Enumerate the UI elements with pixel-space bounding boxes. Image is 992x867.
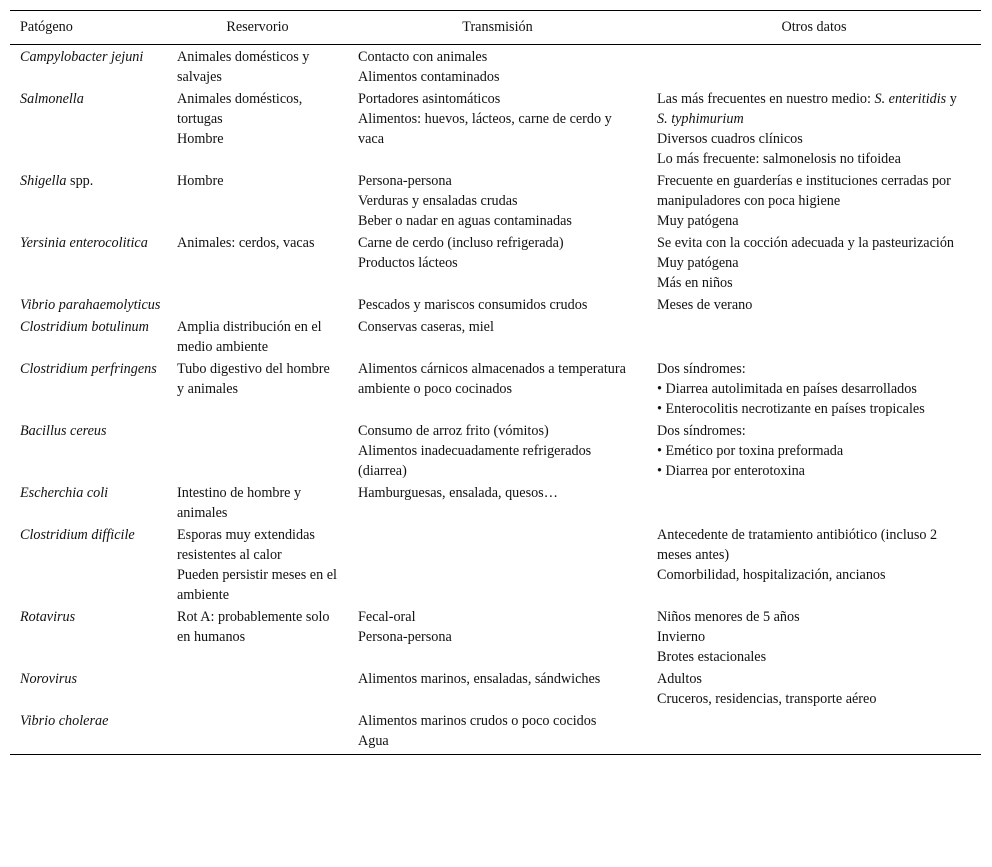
cell-reservoir — [167, 232, 348, 294]
pathogen-name: Rotavirus — [20, 609, 76, 625]
cell-transmission — [348, 88, 647, 170]
header-pathogen: Patógeno — [10, 11, 167, 45]
cell-reservoir — [167, 88, 348, 170]
table-row — [10, 482, 981, 524]
pathogen-name: Vibrio parahaemolyticus — [20, 297, 161, 313]
cell-other-data — [647, 170, 981, 232]
cell-line: Dos síndromes: — [657, 423, 746, 439]
cell-other-data — [647, 45, 981, 89]
cell-reservoir — [167, 294, 348, 316]
cell-line: Productos lácteos — [358, 255, 458, 271]
pathogen-name: Campylobacter jejuni — [20, 49, 144, 65]
cell-line: Esporas muy extendidas resistentes al calor — [177, 527, 315, 563]
cell-pathogen — [10, 45, 167, 89]
text-segment: S. typhimurium — [657, 111, 744, 127]
cell-line: Antecedente de tratamiento antibiótico (incluso 2 meses antes) — [657, 527, 938, 563]
cell-pathogen — [10, 524, 167, 606]
cell-reservoir — [167, 170, 348, 232]
cell-line: Persona-persona — [358, 173, 452, 189]
table-header — [10, 11, 981, 45]
cell-transmission — [348, 294, 647, 316]
cell-line: Muy patógena — [657, 255, 739, 271]
table-row — [10, 668, 981, 710]
pathogen-name: Escherchia coli — [20, 485, 109, 501]
table-row — [10, 606, 981, 668]
header-other-data: Otros datos — [647, 11, 981, 45]
cell-line: Persona-persona — [358, 629, 452, 645]
cell-other-data — [647, 358, 981, 420]
pathogen-table — [10, 10, 981, 755]
cell-line: Pueden persistir meses en el ambiente — [177, 567, 337, 603]
cell-other-data — [647, 482, 981, 524]
cell-reservoir — [167, 710, 348, 755]
cell-transmission — [348, 170, 647, 232]
pathogen-table-container — [10, 10, 981, 755]
pathogen-name: Salmonella — [20, 91, 84, 107]
cell-reservoir — [167, 606, 348, 668]
cell-transmission — [348, 710, 647, 755]
cell-line: Consumo de arroz frito (vómitos) — [358, 423, 549, 439]
cell-reservoir — [167, 358, 348, 420]
table-row — [10, 88, 981, 170]
text-segment: S. enteritidis — [874, 91, 947, 107]
cell-line: Portadores asintomáticos — [358, 91, 501, 107]
cell-line: • Emético por toxina preformada — [657, 443, 844, 459]
cell-line: Dos síndromes: — [657, 361, 746, 377]
cell-transmission — [348, 420, 647, 482]
cell-pathogen — [10, 232, 167, 294]
cell-pathogen — [10, 316, 167, 358]
cell-pathogen — [10, 606, 167, 668]
cell-pathogen — [10, 88, 167, 170]
cell-line: Alimentos cárnicos almacenados a temperatura ambiente o poco cocinados — [358, 361, 626, 397]
cell-pathogen — [10, 668, 167, 710]
cell-line: • Enterocolitis necrotizante en países tropicales — [657, 401, 925, 417]
table-row — [10, 420, 981, 482]
cell-line: Animales domésticos y salvajes — [177, 49, 310, 85]
table-row — [10, 232, 981, 294]
cell-line: Muy patógena — [657, 213, 739, 229]
cell-reservoir — [167, 668, 348, 710]
cell-line: Frecuente en guarderías e instituciones cerradas por manipuladores con poca higiene — [657, 173, 951, 209]
text-segment: y — [946, 91, 957, 107]
table-row — [10, 358, 981, 420]
cell-reservoir — [167, 524, 348, 606]
cell-line: Niños menores de 5 años — [657, 609, 800, 625]
cell-line: Beber o nadar en aguas contaminadas — [358, 213, 572, 229]
cell-other-data — [647, 606, 981, 668]
table-row — [10, 170, 981, 232]
table-row — [10, 294, 981, 316]
cell-line: • Diarrea por enterotoxina — [657, 463, 805, 479]
cell-other-data — [647, 420, 981, 482]
cell-line — [657, 89, 971, 129]
pathogen-name: Vibrio cholerae — [20, 713, 109, 729]
table-row — [10, 524, 981, 606]
cell-line: Lo más frecuente: salmonelosis no tifoidea — [657, 151, 901, 167]
cell-transmission — [348, 358, 647, 420]
cell-transmission — [348, 482, 647, 524]
cell-line: Amplia distribución en el medio ambiente — [177, 319, 322, 355]
cell-other-data — [647, 668, 981, 710]
cell-line: Contacto con animales — [358, 49, 488, 65]
table-row — [10, 316, 981, 358]
pathogen-name: Norovirus — [20, 671, 78, 687]
cell-transmission — [348, 232, 647, 294]
cell-line: Carne de cerdo (incluso refrigerada) — [358, 235, 564, 251]
cell-other-data — [647, 710, 981, 755]
cell-transmission — [348, 45, 647, 89]
cell-line: Se evita con la cocción adecuada y la pasteurización — [657, 235, 955, 251]
header-reservoir: Reservorio — [167, 11, 348, 45]
cell-reservoir — [167, 420, 348, 482]
cell-pathogen — [10, 482, 167, 524]
cell-line: Brotes estacionales — [657, 649, 767, 665]
cell-line: Agua — [358, 733, 389, 749]
pathogen-name: Bacillus cereus — [20, 423, 107, 439]
pathogen-name: Clostridium botulinum — [20, 319, 149, 335]
cell-reservoir — [167, 45, 348, 89]
cell-other-data — [647, 88, 981, 170]
pathogen-name: Clostridium perfringens — [20, 361, 157, 377]
table-row — [10, 45, 981, 89]
cell-transmission — [348, 606, 647, 668]
pathogen-name: Shigella — [20, 173, 67, 189]
cell-pathogen — [10, 710, 167, 755]
cell-reservoir — [167, 316, 348, 358]
cell-line: Animales domésticos, tortugas — [177, 91, 303, 127]
pathogen-name: Yersinia enterocolitica — [20, 235, 148, 251]
cell-line: Diversos cuadros clínicos — [657, 131, 803, 147]
cell-line: Meses de verano — [657, 297, 753, 313]
cell-line: Alimentos inadecuadamente refrigerados (diarrea) — [358, 443, 592, 479]
cell-line: Alimentos marinos crudos o poco cocidos — [358, 713, 597, 729]
cell-transmission — [348, 668, 647, 710]
cell-reservoir — [167, 482, 348, 524]
cell-line: Invierno — [657, 629, 706, 645]
cell-line: Tubo digestivo del hombre y animales — [177, 361, 330, 397]
cell-pathogen — [10, 170, 167, 232]
header-row — [10, 11, 981, 45]
cell-line: • Diarrea autolimitada en países desarrollados — [657, 381, 917, 397]
cell-line: Alimentos marinos, ensaladas, sándwiches — [358, 671, 601, 687]
table-body — [10, 45, 981, 755]
cell-other-data — [647, 294, 981, 316]
cell-other-data — [647, 524, 981, 606]
pathogen-name: spp. — [66, 173, 94, 189]
cell-other-data — [647, 316, 981, 358]
cell-line: Hamburguesas, ensalada, quesos… — [358, 485, 558, 501]
header-transmission: Transmisión — [348, 11, 647, 45]
cell-line: Cruceros, residencias, transporte aéreo — [657, 691, 877, 707]
cell-transmission — [348, 524, 647, 606]
cell-line: Más en niños — [657, 275, 733, 291]
pathogen-name: Clostridium difficile — [20, 527, 135, 543]
text-segment: Las más frecuentes en nuestro medio: — [657, 91, 875, 107]
cell-line: Adultos — [657, 671, 702, 687]
cell-line: Verduras y ensaladas crudas — [358, 193, 518, 209]
cell-transmission — [348, 316, 647, 358]
cell-other-data — [647, 232, 981, 294]
cell-pathogen — [10, 358, 167, 420]
cell-line: Comorbilidad, hospitalización, ancianos — [657, 567, 886, 583]
cell-line: Pescados y mariscos consumidos crudos — [358, 297, 588, 313]
cell-line: Conservas caseras, miel — [358, 319, 494, 335]
cell-line: Hombre — [177, 173, 224, 189]
cell-line: Intestino de hombre y animales — [177, 485, 302, 521]
cell-line: Alimentos contaminados — [358, 69, 500, 85]
cell-line: Hombre — [177, 131, 224, 147]
table-row — [10, 710, 981, 755]
cell-line: Fecal-oral — [358, 609, 416, 625]
cell-pathogen — [10, 294, 167, 316]
cell-line: Alimentos: huevos, lácteos, carne de cerdo y vaca — [358, 111, 612, 147]
cell-pathogen — [10, 420, 167, 482]
cell-line: Animales: cerdos, vacas — [177, 235, 315, 251]
cell-line: Rot A: probablemente solo en humanos — [177, 609, 330, 645]
